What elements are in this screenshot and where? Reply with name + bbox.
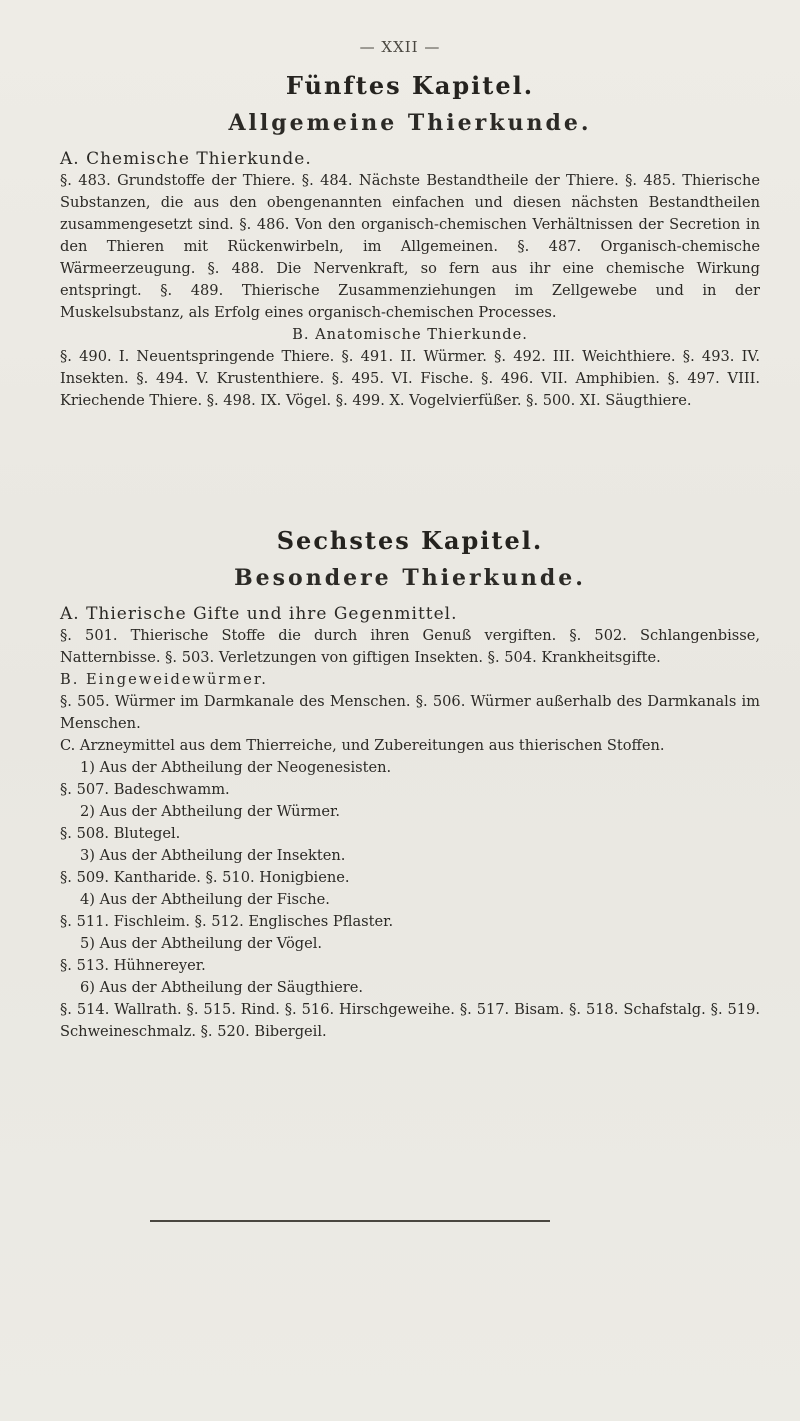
list-item: 1) Aus der Abtheilung der Neogenesisten. [80, 758, 392, 776]
paragraph-chemische-thierkunde: §. 483. Grundstoffe der Thiere. §. 484. Nächste Bestandtheile der Thiere. §. 485. Thierische Substanzen, die aus den obengenannten einfachen und diesen nächsten Bestandtheilen zusammengesetzt sind. §. 486. Von den organisch-chemischen Verhältnissen der Secretion in den Thieren mit Rückenwirbeln, im Allgemeinen. §. 487. Organisch-chemische Wärmeerzeugung. §. 488. Die Nervenkraft, so fern aus ihr eine chemische Wirkung entspringt. §. 489. Thierische Zusammenziehungen im Zellgewebe und in der Muskelsubstanz, als Erfolg eines organisch-chemischen Processes. [60, 171, 760, 321]
section-anatomische-thierkunde: B. Anatomische Thierkunde. [292, 325, 528, 343]
list-item: §. 514. Wallrath. §. 515. Rind. §. 516. Hirschgeweihe. §. 517. Bisam. §. 518. Schafstalg. §. 519. Schweineschmalz. §. 520. Bibergeil. [60, 1000, 760, 1040]
list-item: §. 511. Fischleim. §. 512. Englisches Pflaster. [60, 912, 394, 930]
list-item: 3) Aus der Abtheilung der Insekten. [80, 846, 346, 864]
list-item: §. 509. Kantharide. §. 510. Honigbiene. [60, 868, 350, 886]
chapter-five [60, 70, 760, 412]
list-item: 2) Aus der Abtheilung der Würmer. [80, 802, 341, 820]
list-item: §. 508. Blutegel. [60, 824, 181, 842]
list-item: 5) Aus der Abtheilung der Vögel. [80, 934, 323, 952]
paragraph-eingeweidewuermer: §. 505. Würmer im Darmkanale des Menschen. §. 506. Würmer außerhalb des Darmkanals im Menschen. [60, 692, 760, 732]
section-eingeweidewuermer: B. Eingeweidewürmer. [60, 670, 268, 688]
chapter-five-title: Fünftes Kapitel. [285, 71, 535, 100]
section-chemische-thierkunde: A. Chemische Thierkunde. [60, 148, 312, 169]
list-item: §. 513. Hühnereyer. [60, 956, 206, 974]
chapter-six-subtitle: Besondere Thierkunde. [234, 565, 586, 592]
section-arzneymittel: C. Arzneymittel aus dem Thierreiche, und Zubereitungen aus thierischen Stoffen. [60, 736, 665, 754]
chapter-six-title: Sechstes Kapitel. [276, 526, 544, 555]
chapter-six [60, 525, 760, 1043]
list-item: 4) Aus der Abtheilung der Fische. [80, 890, 330, 908]
paragraph-gifte: §. 501. Thierische Stoffe die durch ihren Genuß vergiften. §. 502. Schlangenbisse, Natternbisse. §. 503. Verletzungen von giftigen Insekten. §. 504. Krankheitsgifte. [60, 626, 760, 666]
paragraph-anatomische-thierkunde: §. 490. I. Neuentspringende Thiere. §. 491. II. Würmer. §. 492. III. Weichthiere. §. 493. IV. Insekten. §. 494. V. Krustenthiere. §. 495. VI. Fische. §. 496. VII. Amphibien. §. 497. VIII. Kriechende Thiere. §. 498. IX. Vögel. §. 499. X. Vogelvierfüßer. §. 500. XI. Säugthiere. [60, 347, 760, 409]
section-gifte: A. Thierische Gifte und ihre Gegenmittel. [60, 603, 458, 624]
chapter-five-subtitle: Allgemeine Thierkunde. [228, 110, 592, 137]
list-item: §. 507. Badeschwamm. [60, 780, 230, 798]
list-item: 6) Aus der Abtheilung der Säugthiere. [80, 978, 364, 996]
page-number-header: — XXII — [359, 38, 441, 56]
bottom-rule [150, 1220, 550, 1222]
